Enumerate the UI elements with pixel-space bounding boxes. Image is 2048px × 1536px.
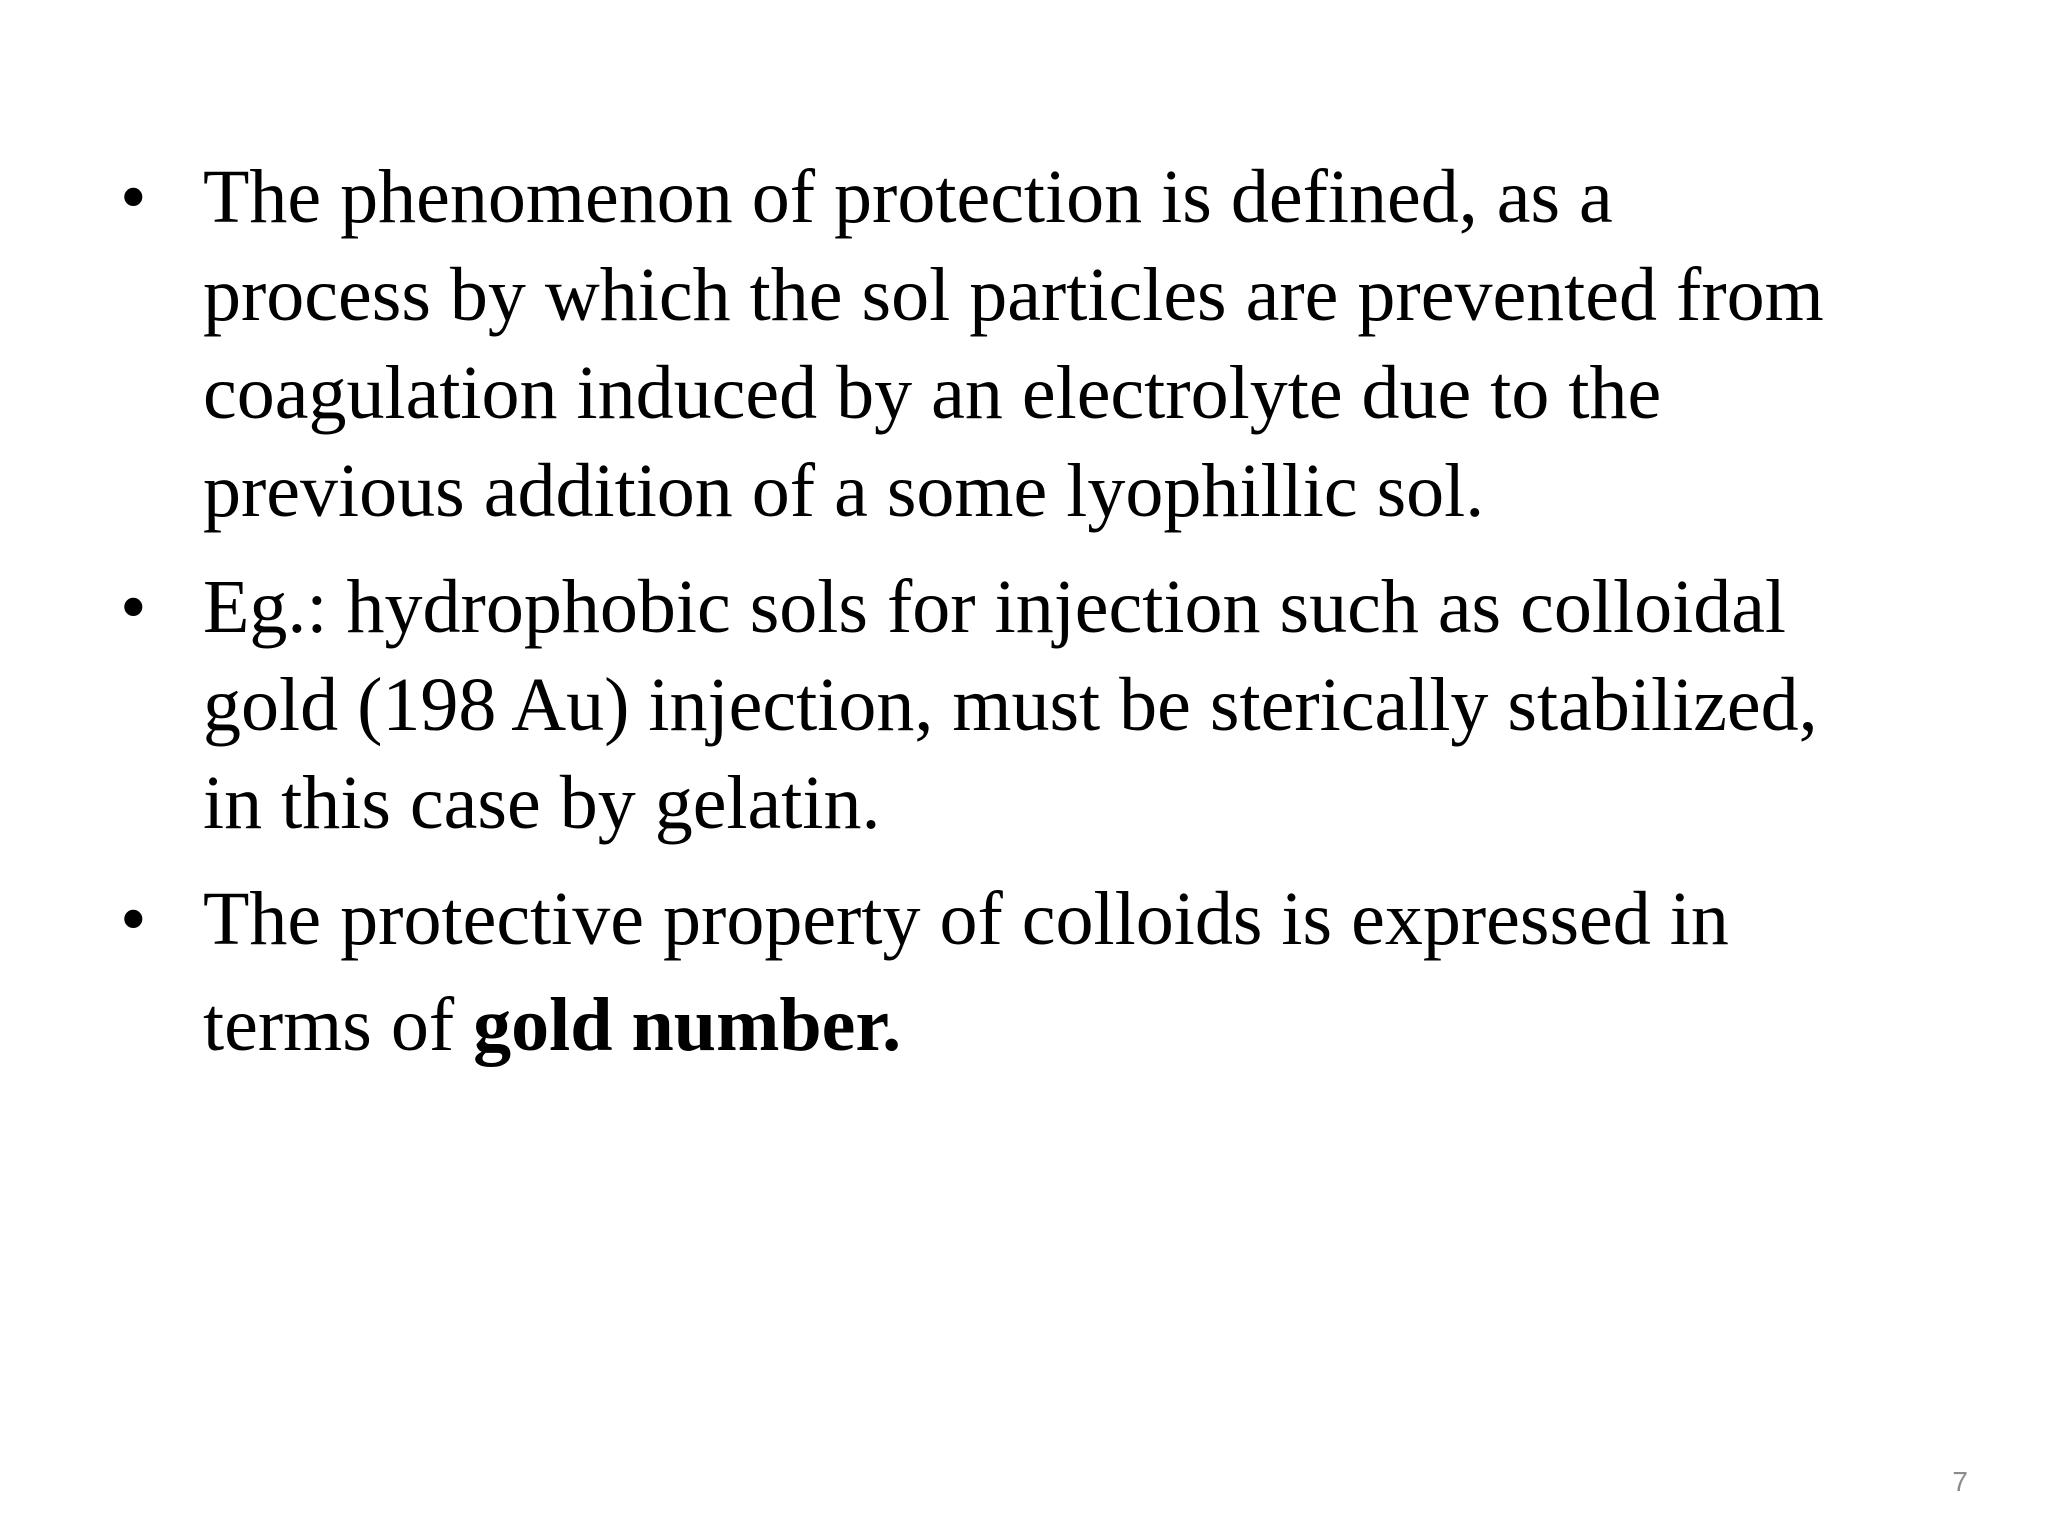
text-line: gold (198 Au) injection, must be sterically stabilized, <box>203 663 1818 747</box>
text-line: The phenomenon of protection is defined, as a <box>203 155 1613 239</box>
bullet-text <box>203 870 1940 1074</box>
text-line <box>203 976 1940 1074</box>
bullet-list <box>120 148 1940 1074</box>
text-line: Eg.: hydrophobic sols for injection such as colloidal <box>203 565 1787 649</box>
bullet-icon: • <box>120 877 147 961</box>
bullet-icon: • <box>120 155 147 239</box>
text-line: previous addition of a some lyophillic sol. <box>203 449 1485 533</box>
text-segment: . <box>882 983 902 1067</box>
gold-number-term: gold number <box>473 983 883 1067</box>
slide-content <box>120 148 1940 1092</box>
bullet-item-example <box>120 558 1940 852</box>
bullet-text <box>203 558 1940 852</box>
text-line: The protective property of colloids is expressed in <box>203 877 1729 961</box>
text-line: process by which the sol particles are prevented from <box>203 253 1824 337</box>
bullet-icon: • <box>120 565 147 649</box>
text-segment: terms of <box>203 983 474 1067</box>
text-line: coagulation induced by an electrolyte due to the <box>203 351 1662 435</box>
bullet-item-gold-number <box>120 870 1940 1074</box>
page-number: 7 <box>1952 1466 1968 1497</box>
bullet-item-protection-definition <box>120 148 1940 540</box>
bullet-text <box>203 148 1940 540</box>
text-line: in this case by gelatin. <box>203 761 881 845</box>
